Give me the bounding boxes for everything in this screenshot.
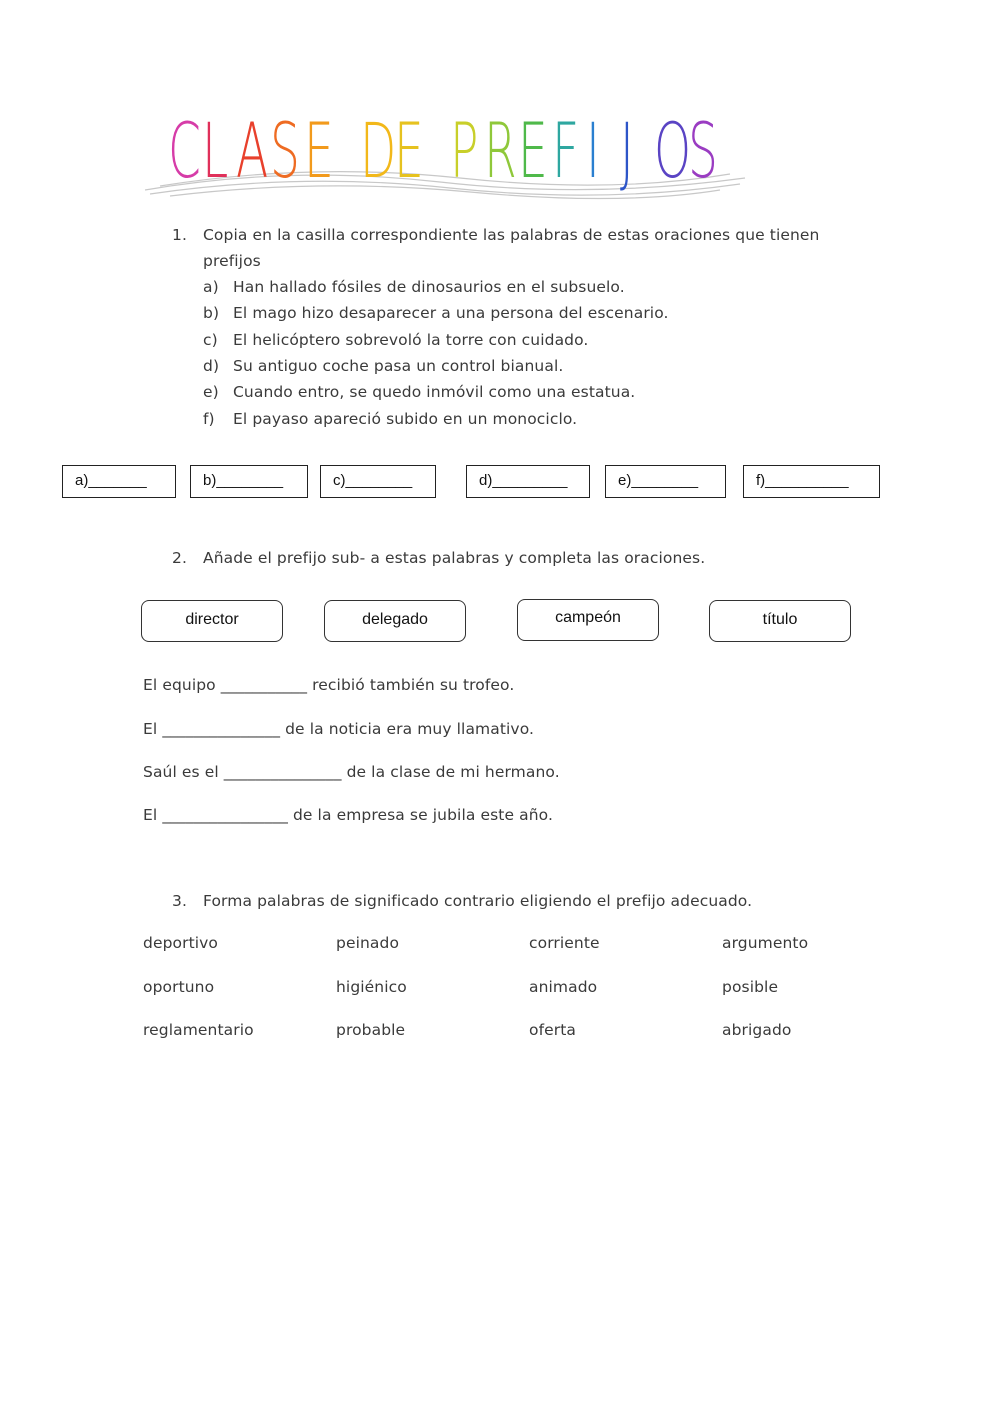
answer-box[interactable]: d)_________ — [466, 465, 590, 498]
title-letter: E — [518, 106, 551, 195]
answer-box[interactable]: f)__________ — [743, 465, 880, 498]
question-instruction: Forma palabras de significado contrario eligiendo el prefijo adecuado. — [203, 892, 753, 910]
word-item: reglamentario — [143, 1021, 254, 1039]
question-2 — [172, 549, 872, 573]
word-item: corriente — [529, 934, 600, 952]
word-item: probable — [336, 1021, 406, 1039]
title-letter: L — [202, 106, 231, 195]
fill-in-sentence: El _______________ de la noticia era muy llamativo. — [143, 720, 535, 738]
word-item: animado — [529, 978, 598, 996]
word-box: título — [709, 600, 851, 642]
title-letter: J — [620, 106, 637, 195]
question-number: 3. — [172, 892, 187, 910]
title-letter: P — [450, 106, 481, 195]
item-label: a) — [203, 278, 219, 296]
item-label: c) — [203, 331, 218, 349]
word-box: director — [141, 600, 283, 642]
answer-box[interactable]: e)________ — [605, 465, 726, 498]
word-item: argumento — [722, 934, 809, 952]
item-sentence: Han hallado fósiles de dinosaurios en el subsuelo. — [233, 278, 625, 296]
item-label: d) — [203, 357, 220, 375]
fill-in-sentence: El equipo ___________ recibió también su trofeo. — [143, 676, 515, 694]
title-letter: I — [586, 106, 603, 195]
page-title — [140, 105, 780, 205]
question-instruction: Añade el prefijo sub- a estas palabras y completa las oraciones. — [203, 549, 706, 567]
title-letter: S — [688, 106, 721, 195]
title-letter: F — [552, 106, 582, 195]
answer-box[interactable]: a)_______ — [62, 465, 176, 498]
item-sentence: Su antiguo coche pasa un control bianual. — [233, 357, 564, 375]
fill-in-sentence: Saúl es el _______________ de la clase de mi hermano. — [143, 763, 560, 781]
title-letter: C — [168, 106, 204, 195]
fill-in-sentence: El ________________ de la empresa se jubila este año. — [143, 806, 553, 824]
question-number: 1. — [172, 226, 187, 244]
answer-box[interactable]: c)________ — [320, 465, 436, 498]
title-letter: D — [360, 106, 399, 195]
question-instruction: Copia en la casilla correspondiente las palabras de estas oraciones que tienen — [203, 226, 820, 244]
title-letter: S — [270, 106, 303, 195]
title-letter: O — [654, 106, 694, 195]
word-item: abrigado — [722, 1021, 792, 1039]
word-item: deportivo — [143, 934, 219, 952]
item-label: e) — [203, 383, 219, 401]
title-letter: R — [484, 106, 520, 195]
item-sentence: El mago hizo desaparecer a una persona del escenario. — [233, 304, 669, 322]
question-1 — [172, 226, 872, 436]
title-letter: A — [236, 106, 271, 195]
word-item: oportuno — [143, 978, 215, 996]
item-sentence: El helicóptero sobrevoló la torre con cuidado. — [233, 331, 589, 349]
word-item: posible — [722, 978, 779, 996]
item-sentence: Cuando entro, se quedo inmóvil como una estatua. — [233, 383, 636, 401]
question-instruction-continued: prefijos — [203, 252, 261, 270]
question-number: 2. — [172, 549, 187, 567]
word-item: higiénico — [336, 978, 407, 996]
title-letter: E — [394, 106, 427, 195]
title-letter: E — [304, 106, 337, 195]
word-box: campeón — [517, 599, 659, 641]
item-label: f) — [203, 410, 215, 428]
answer-box[interactable]: b)________ — [190, 465, 308, 498]
item-sentence: El payaso apareció subido en un monociclo. — [233, 410, 578, 428]
word-item: peinado — [336, 934, 400, 952]
word-item: oferta — [529, 1021, 577, 1039]
word-box: delegado — [324, 600, 466, 642]
item-label: b) — [203, 304, 220, 322]
question-3 — [172, 892, 872, 916]
